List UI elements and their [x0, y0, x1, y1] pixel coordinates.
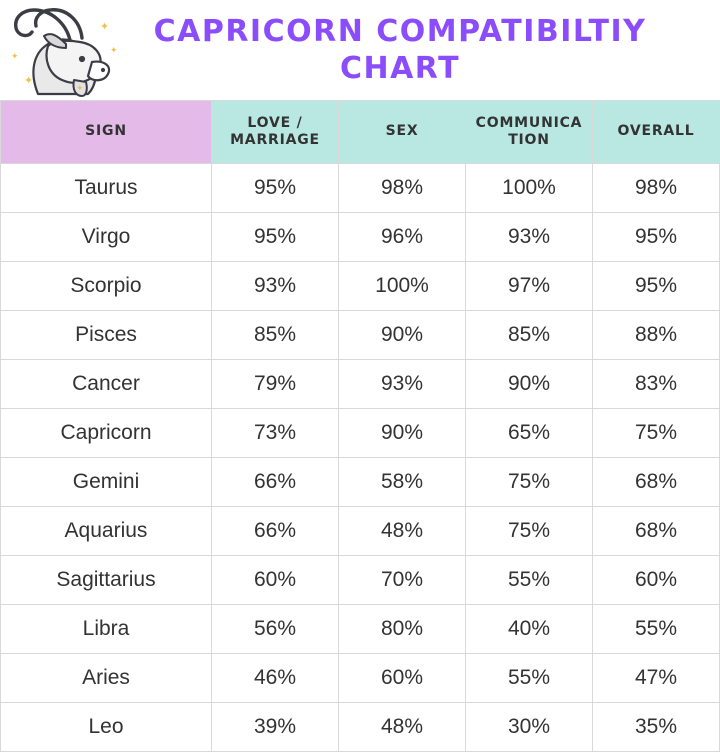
cell-love: 85% — [212, 311, 339, 360]
cell-communication: 75% — [466, 507, 593, 556]
table-row — [1, 556, 720, 605]
cell-sign: Scorpio — [1, 262, 212, 311]
table-header-row — [1, 101, 720, 164]
cell-sex: 90% — [339, 409, 466, 458]
column-header-love-marriage: LOVE / MARRIAGE — [212, 101, 339, 164]
cell-sex: 90% — [339, 311, 466, 360]
cell-overall: 75% — [593, 409, 720, 458]
cell-sex: 93% — [339, 360, 466, 409]
cell-communication: 100% — [466, 164, 593, 213]
cell-love: 66% — [212, 507, 339, 556]
cell-communication: 55% — [466, 556, 593, 605]
cell-overall: 95% — [593, 213, 720, 262]
cell-sex: 98% — [339, 164, 466, 213]
cell-overall: 83% — [593, 360, 720, 409]
table-row — [1, 458, 720, 507]
cell-overall: 55% — [593, 605, 720, 654]
cell-love: 73% — [212, 409, 339, 458]
table-row — [1, 409, 720, 458]
cell-communication: 90% — [466, 360, 593, 409]
cell-love: 79% — [212, 360, 339, 409]
table-row — [1, 654, 720, 703]
sparkle-icon: ✦ — [11, 51, 19, 61]
cell-overall: 98% — [593, 164, 720, 213]
cell-love: 95% — [212, 164, 339, 213]
cell-communication: 85% — [466, 311, 593, 360]
cell-communication: 65% — [466, 409, 593, 458]
cell-sex: 58% — [339, 458, 466, 507]
cell-love: 39% — [212, 703, 339, 752]
cell-overall: 68% — [593, 507, 720, 556]
column-header-sign: SIGN — [1, 101, 212, 164]
cell-communication: 93% — [466, 213, 593, 262]
cell-sign: Cancer — [1, 360, 212, 409]
cell-love: 60% — [212, 556, 339, 605]
cell-sign: Gemini — [1, 458, 212, 507]
cell-sign: Taurus — [1, 164, 212, 213]
compatibility-table — [0, 100, 720, 752]
cell-sign: Leo — [1, 703, 212, 752]
cell-communication: 40% — [466, 605, 593, 654]
cell-communication: 55% — [466, 654, 593, 703]
capricorn-goat-icon — [8, 2, 118, 98]
table-row — [1, 605, 720, 654]
sparkle-icon: ✦ — [24, 75, 34, 87]
sparkle-icon: ✦ — [110, 45, 118, 55]
cell-sex: 70% — [339, 556, 466, 605]
cell-overall: 95% — [593, 262, 720, 311]
cell-sign: Libra — [1, 605, 212, 654]
cell-communication: 30% — [466, 703, 593, 752]
cell-sign: Capricorn — [1, 409, 212, 458]
cell-love: 56% — [212, 605, 339, 654]
cell-communication: 97% — [466, 262, 593, 311]
cell-love: 95% — [212, 213, 339, 262]
cell-sex: 60% — [339, 654, 466, 703]
table-row — [1, 262, 720, 311]
cell-sex: 48% — [339, 703, 466, 752]
table-row — [1, 164, 720, 213]
cell-sex: 48% — [339, 507, 466, 556]
cell-sign: Virgo — [1, 213, 212, 262]
cell-overall: 88% — [593, 311, 720, 360]
cell-communication: 75% — [466, 458, 593, 507]
cell-love: 66% — [212, 458, 339, 507]
cell-sign: Sagittarius — [1, 556, 212, 605]
cell-sign: Aquarius — [1, 507, 212, 556]
cell-overall: 35% — [593, 703, 720, 752]
column-header-sex: SEX — [339, 101, 466, 164]
table-row — [1, 703, 720, 752]
table-row — [1, 213, 720, 262]
cell-sign: Aries — [1, 654, 212, 703]
sparkle-icon: ✦ — [100, 21, 110, 33]
cell-overall: 68% — [593, 458, 720, 507]
column-header-communication: COMMUNICA TION — [466, 101, 593, 164]
table-row — [1, 507, 720, 556]
table-header — [1, 101, 720, 164]
table-row — [1, 360, 720, 409]
cell-sign: Pisces — [1, 311, 212, 360]
cell-sex: 80% — [339, 605, 466, 654]
column-header-overall: OVERALL — [593, 101, 720, 164]
chart-header — [0, 0, 720, 100]
cell-overall: 47% — [593, 654, 720, 703]
sparkle-icon: ✦ — [76, 83, 84, 93]
cell-sex: 100% — [339, 262, 466, 311]
page-title: CAPRICORN COMPATIBILTIY CHART — [153, 13, 647, 86]
cell-overall: 60% — [593, 556, 720, 605]
cell-love: 46% — [212, 654, 339, 703]
cell-love: 93% — [212, 262, 339, 311]
cell-sex: 96% — [339, 213, 466, 262]
table-body — [1, 164, 720, 752]
table-row — [1, 311, 720, 360]
